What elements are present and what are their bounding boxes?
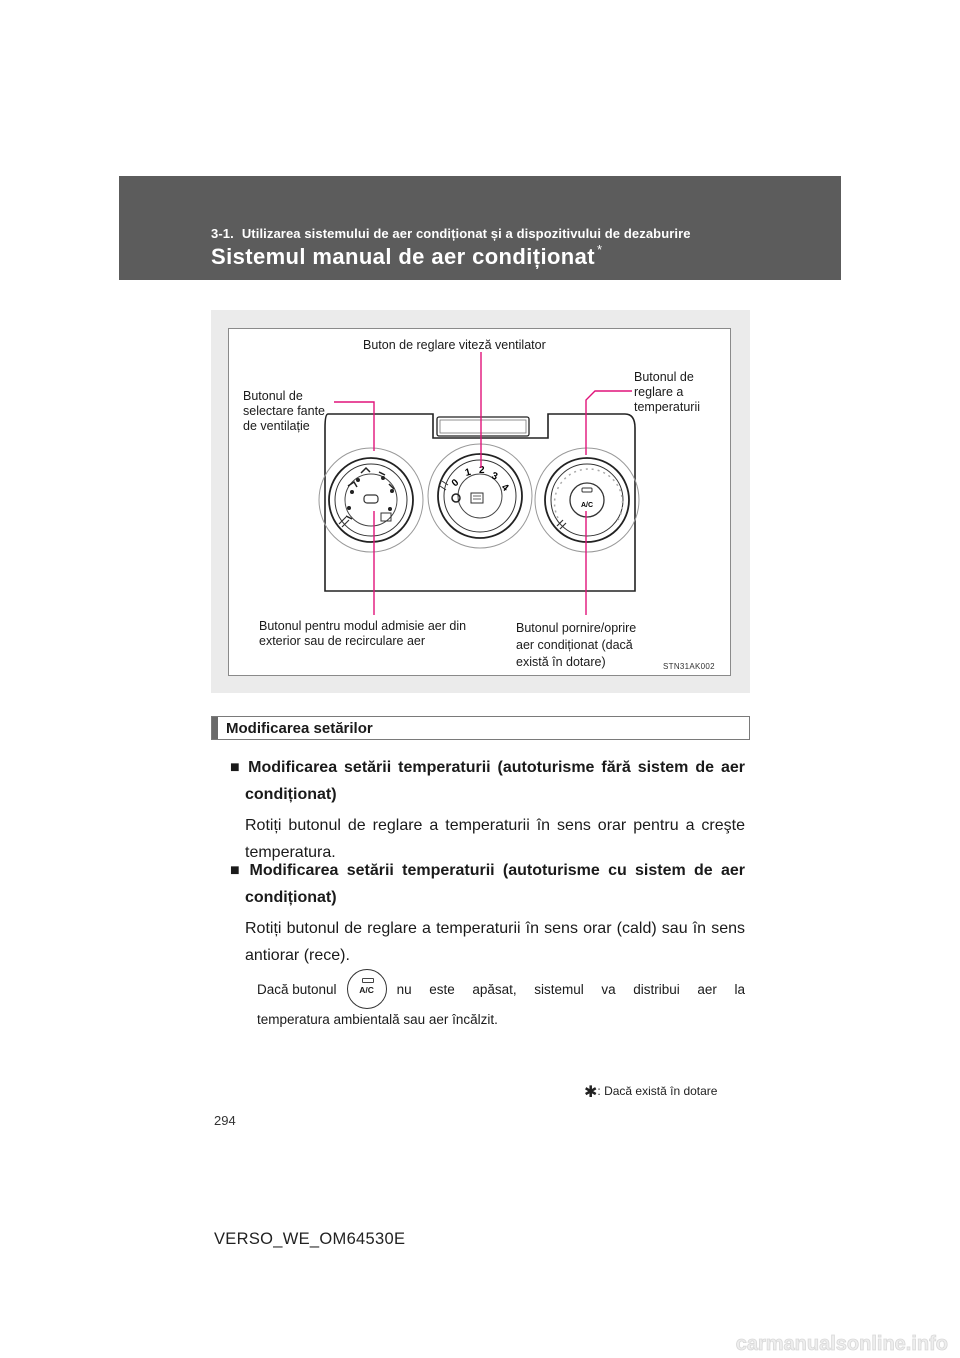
setting-item-title <box>230 857 745 911</box>
fan-speed-2: 2 <box>479 465 485 476</box>
bullet-square-icon: ■ <box>230 759 243 776</box>
watermark-text: carmanualsonline.info <box>735 1333 948 1355</box>
fan-speed-1: 1 <box>463 466 473 479</box>
callout-temperature <box>634 370 700 415</box>
section-number: 3-1. <box>211 226 234 241</box>
section-title: Utilizarea sistemului de aer condiționat și a dispozitivului de dezaburire <box>241 226 691 241</box>
callout-line: temperaturii <box>634 400 700 414</box>
figure-code: STN31AK002 <box>663 662 715 671</box>
fan-speed-0: 0 <box>449 477 462 490</box>
ac-button-label: A/C <box>580 502 594 509</box>
subheading-bar <box>212 717 218 739</box>
callout-vent-select <box>243 389 325 434</box>
callout-line: Butonul pornire/oprire <box>516 621 637 635</box>
section-label <box>211 226 691 241</box>
page-number: 294 <box>214 1113 236 1128</box>
note-before: Dacă butonul <box>257 981 337 997</box>
callout-line: de ventilație <box>243 419 310 433</box>
setting-item-text: Rotiți butonul de reglare a temperaturii în sens orar pentru a creşte temperatura. <box>245 817 745 861</box>
note-after: nu este apăsat, sistemul va distribui aer la <box>396 981 745 997</box>
fan-speed-3: 3 <box>489 470 499 483</box>
watermark <box>0 1326 960 1356</box>
ac-led-icon <box>362 978 374 983</box>
asterisk-icon: * <box>597 242 603 257</box>
setting-title-text: Modificarea setării temperaturii (autoturisme fără sistem de aer condiționat) <box>245 759 745 803</box>
page-title <box>211 244 602 270</box>
callout-fan-speed: Buton de reglare viteză ventilator <box>363 338 546 352</box>
setting-item-title <box>230 754 745 808</box>
setting-title-text: Modificarea setării temperaturii (autoturisme cu sistem de aer condiționat) <box>245 862 745 906</box>
ac-inline-label: A/C <box>359 985 374 995</box>
ac-button-icon <box>347 969 387 1009</box>
callout-line: reglare a <box>634 385 684 399</box>
document-code: VERSO_WE_OM64530E <box>214 1230 406 1248</box>
footnote-text: : Dacă există în dotare <box>597 1084 718 1099</box>
footnote <box>584 1082 717 1102</box>
callout-line: selectare fante <box>243 404 325 418</box>
callout-line: Butonul de <box>243 389 303 403</box>
bullet-square-icon: ■ <box>230 862 244 879</box>
callout-line: aer condiționat (dacă <box>516 638 633 652</box>
setting-item-no-ac <box>230 754 745 866</box>
callout-line: Butonul pentru modul admisie aer din <box>259 619 467 633</box>
subheading-text: Modificarea setărilor <box>226 720 373 737</box>
setting-item-text: Rotiți butonul de reglare a temperaturii în sens orar (cald) sau în sens antiorar (rece). <box>245 920 745 964</box>
callout-line: Butonul de <box>634 370 694 384</box>
callout-line: exterior sau de recirculare aer <box>259 634 426 648</box>
callout-ac-button <box>516 620 636 671</box>
callout-air-intake <box>259 619 466 649</box>
page-title-text: Sistemul manual de aer condiționat <box>211 244 596 269</box>
subheading-box <box>211 716 750 740</box>
setting-item-with-ac <box>230 857 745 969</box>
fan-speed-4: 4 <box>499 481 511 494</box>
asterisk-icon: ✱ <box>584 1084 598 1101</box>
ac-note <box>257 969 745 1009</box>
callout-line: există în dotare) <box>516 655 606 669</box>
ac-note-line2: temperatura ambientală sau aer încălzit. <box>257 1012 498 1027</box>
